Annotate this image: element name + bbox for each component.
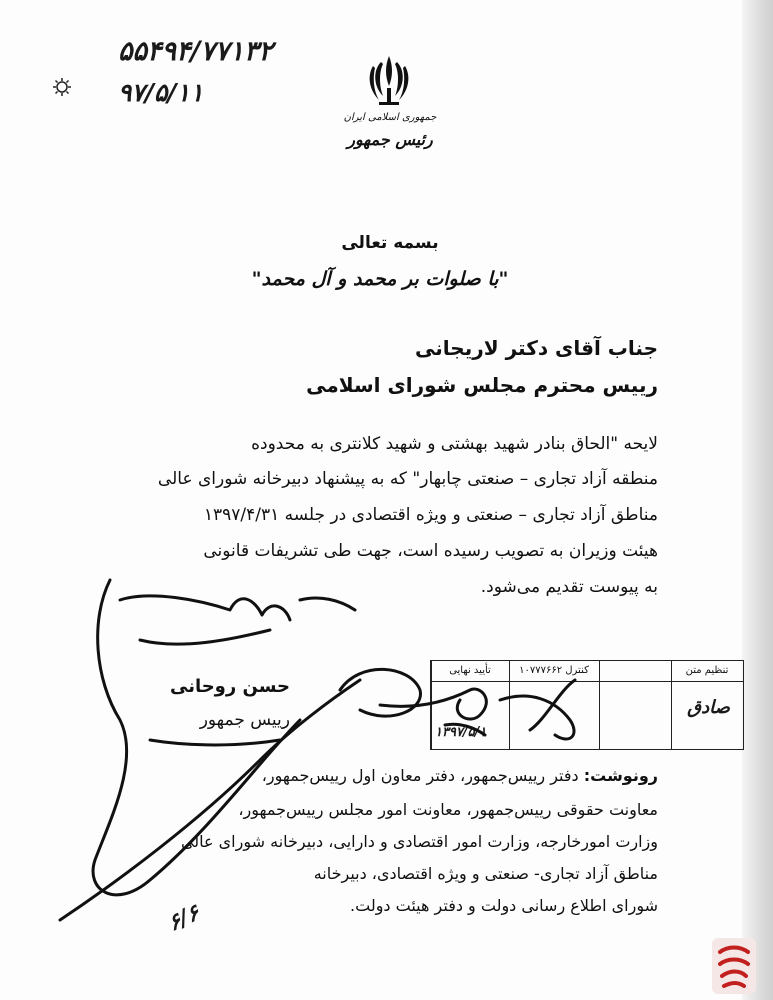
body-line: منطقه آزاد تجاری – صنعتی چابهار" که به پیشنهاد دبیرخانه شورای عالی <box>157 469 658 489</box>
cc-line: مناطق آزاد تجاری- صنعتی و ویژه اقتصادی، دبیرخانه <box>313 864 658 883</box>
stamp-header-final: تأیید نهایی <box>431 661 509 682</box>
handwritten-note: ۶/۶ <box>164 900 204 937</box>
signatory-title: رییس جمهور <box>199 710 290 730</box>
addressee-name: جناب آقای دکتر لاریجانی <box>415 336 658 360</box>
emblem-caption-country: جمهوری اسلامی ایران <box>343 112 437 123</box>
basmala: بسمه تعالی <box>341 233 439 253</box>
salavat: "با صلوات بر محمد و آل محمد" <box>251 268 509 290</box>
cc-line: معاونت حقوقی رییس‌جمهور، معاونت امور مجلس رییس‌جمهور، <box>238 800 658 819</box>
stamp-drafter-signature: صادق <box>687 697 730 718</box>
body-line: هیئت وزیران به تصویب رسیده است، جهت طی تشریفات قانونی <box>203 541 658 561</box>
letter-date: ۹۷/۵/۱۱ <box>118 78 204 107</box>
addressee-title: رییس محترم مجلس شورای اسلامی <box>306 373 658 397</box>
stamp-final-date: ۱۳۹۷/۵/۱ <box>435 725 487 740</box>
emblem-caption-office: رئیس جمهور <box>347 130 433 149</box>
cc-line: دفتر رییس‌جمهور، دفتر معاون اول رییس‌جمهور، <box>261 766 579 785</box>
cc-line: شورای اطلاع رسانی دولت و دفتر هیئت دولت. <box>350 896 658 915</box>
letter-number: ۵۵۴۹۴/۷۷۱۳۲ <box>118 36 273 67</box>
body-line: مناطق آزاد تجاری – صنعتی و ویژه اقتصادی در جلسه ۱۳۹۷/۴/۳۱ <box>203 505 658 525</box>
cc-line: وزارت امورخارجه، وزارت امور اقتصادی و دارایی، دبیرخانه شورای عالی <box>180 832 658 851</box>
cc-block <box>262 766 658 785</box>
signatory-name: حسن روحانی <box>169 676 290 697</box>
cc-label: رونوشت: <box>583 766 658 785</box>
body-line: به پیوست تقدیم می‌شود. <box>480 577 658 597</box>
stamp-header-control: کنترل ۱۰۷۷۷۶۶۲ <box>509 661 599 682</box>
stamp-header-drafting: تنظیم متن <box>671 661 743 682</box>
persian-khodro-watermark-logo <box>712 938 756 994</box>
body-line: لایحه "الحاق بنادر شهید بهشتی و شهید کلانتری به محدوده <box>251 434 658 454</box>
